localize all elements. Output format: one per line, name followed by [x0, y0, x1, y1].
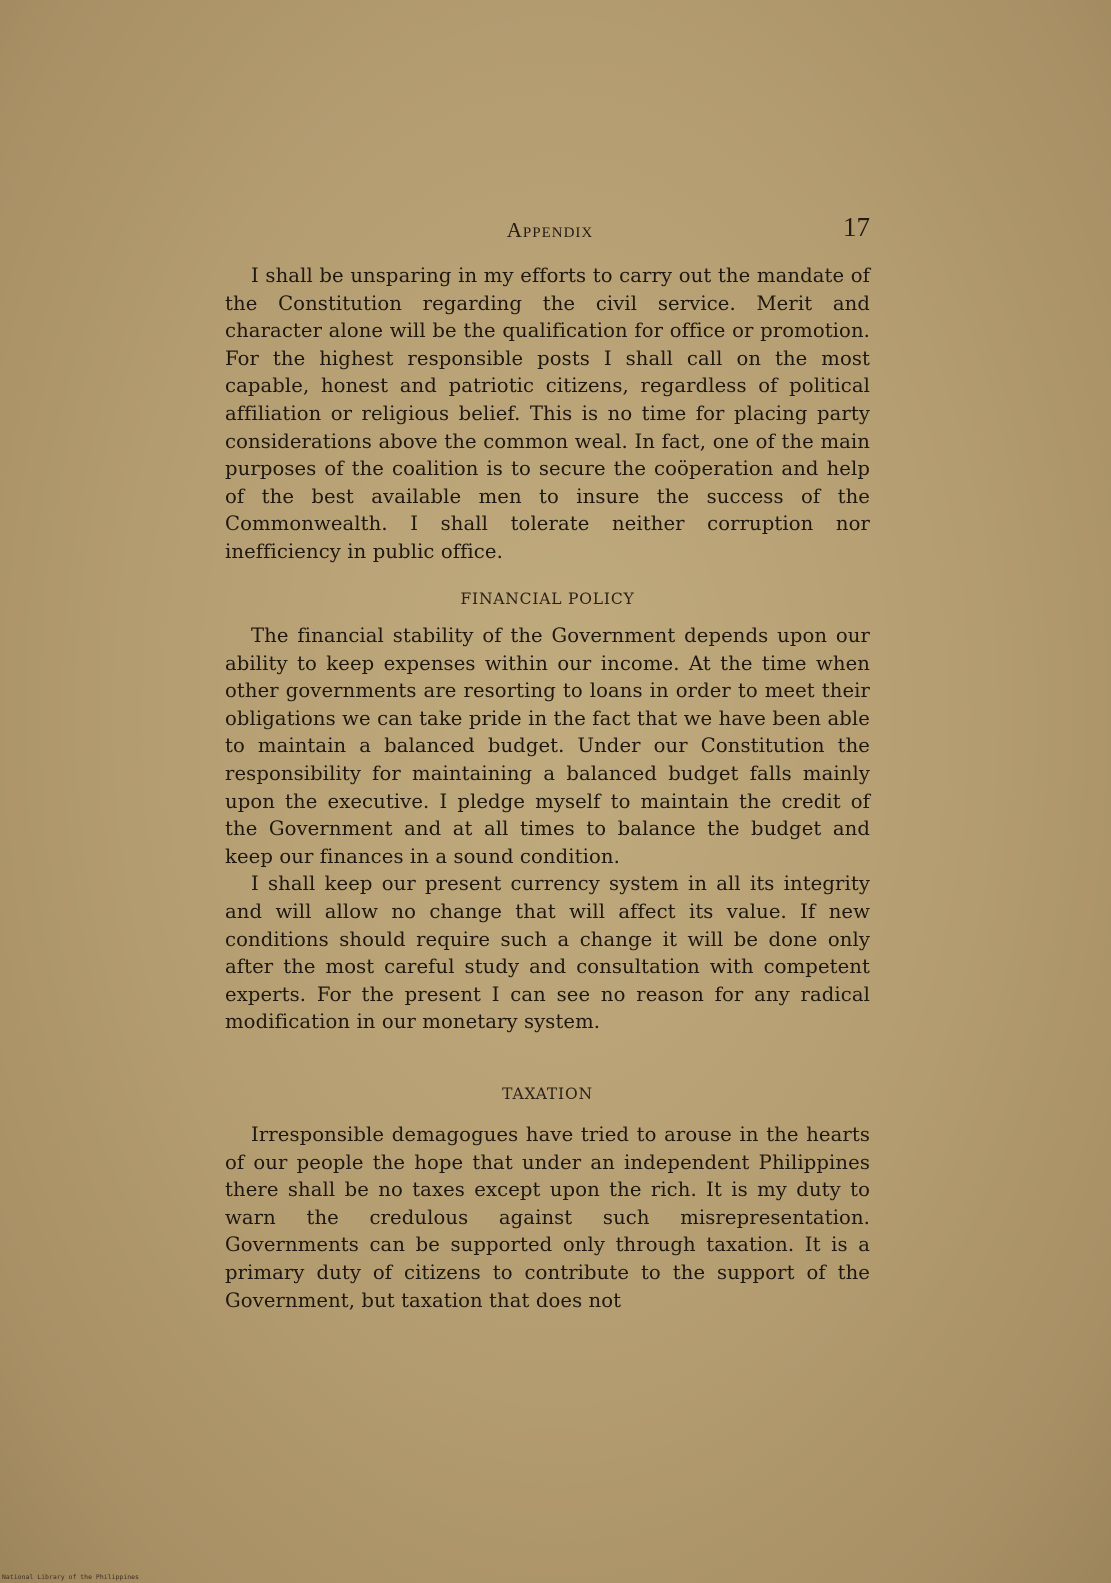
civil-service-paragraph: I shall be unsparing in my efforts to carry out the mandate of the Constitution regarding the civil service. Merit and character alone will be the qualification for office or promotion. For the highest responsible posts I shall call on the most capable, honest and patriotic citizens, regardless of political affiliation or religious belief. This is no time for placing party considerations above the common weal. In fact, one of the main purposes of the coalition is to secure the coöperation and help of the best available men to insure the success of the Commonwealth. I shall tolerate neither corruption nor inefficiency in public office.	[225, 264, 870, 563]
section-heading-taxation: TAXATION	[502, 1085, 593, 1103]
taxation-paragraph: Irresponsible demagogues have tried to arouse in the hearts of our people the hope that under an independent Philippines there shall be no taxes except upon the rich. It is my duty to warn the credulous against such misrepresentation. Governments can be supported only through taxation. It is a primary duty of citizens to contribute to the support of the Government, but taxation that does not	[225, 1123, 870, 1312]
civil-service-section	[225, 262, 870, 566]
financial-policy-section	[225, 622, 870, 1036]
page-number: 17	[843, 212, 870, 242]
digitization-credit: National Library of the Philippines	[2, 1573, 139, 1581]
running-head	[230, 212, 870, 252]
financial-policy-paragraph-1: The financial stability of the Government depends upon our ability to keep expenses within our income. At the time when other governments are resorting to loans in order to meet their obligations we can take pride in the fact that we have been able to maintain a balanced budget. Under our Constitution the responsibility for maintaining a balanced budget falls mainly upon the executive. I pledge myself to maintain the credit of the Government and at all times to balance the budget and keep our finances in a sound condition.	[225, 624, 870, 868]
running-head-title: Appendix	[506, 218, 594, 242]
financial-policy-paragraph-2: I shall keep our present currency system in all its integrity and will allow no change that will affect its value. If new conditions should require such a change it will be done only after the most careful study and consultation with competent experts. For the present I can see no reason for any radical modification in our monetary system.	[225, 872, 870, 1034]
taxation-section	[225, 1121, 870, 1314]
section-heading-financial-policy: FINANCIAL POLICY	[460, 590, 635, 608]
